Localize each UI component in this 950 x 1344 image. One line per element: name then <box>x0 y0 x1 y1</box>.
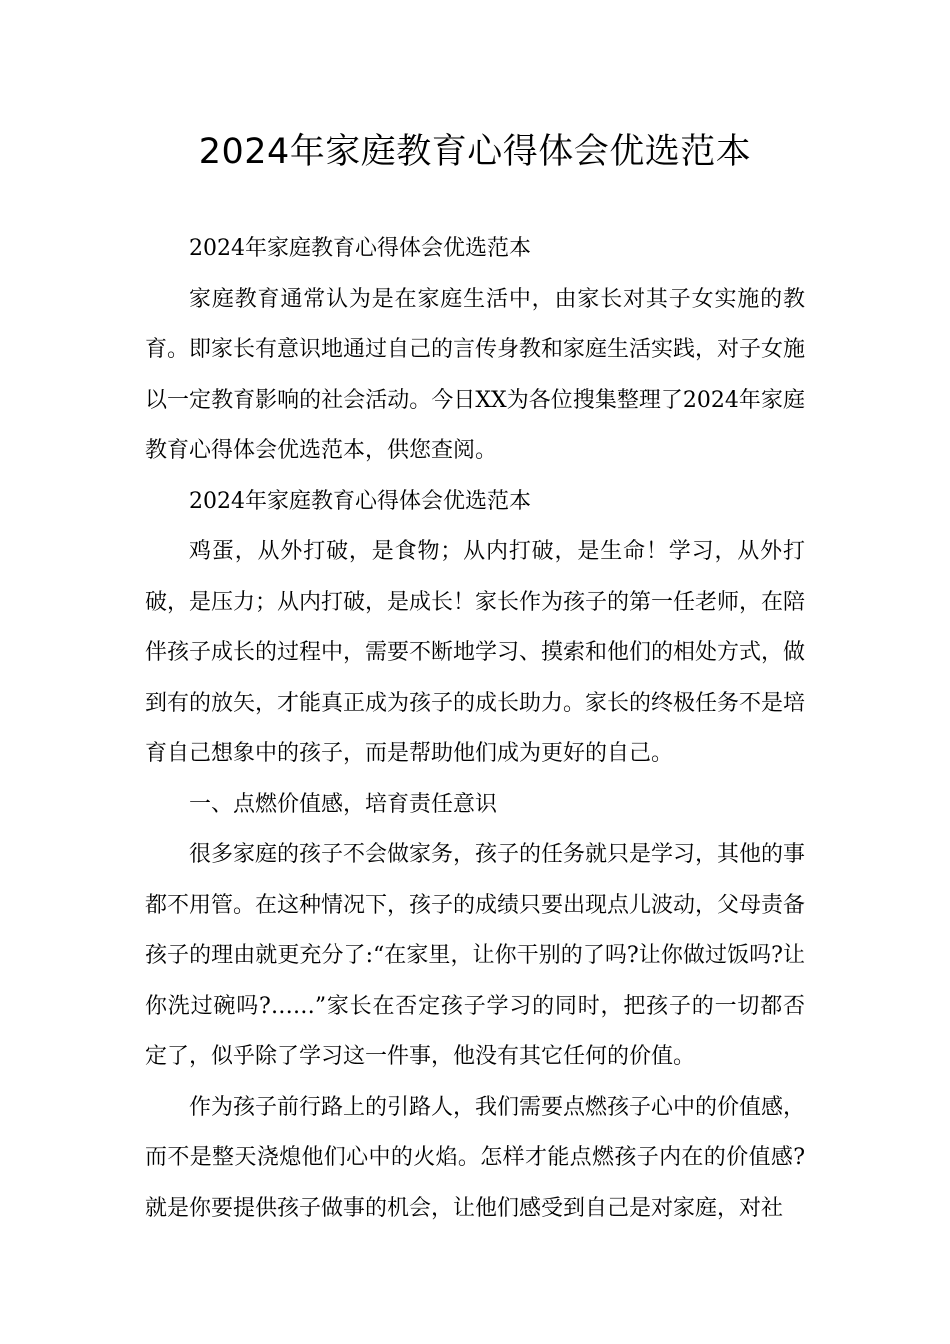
paragraph-housework: 很多家庭的孩子不会做家务，孩子的任务就只是学习，其他的事都不用管。在这种情况下，孩子的成绩只要出现点儿波动，父母责备孩子的理由就更充分了:“在家里，让你干别的了吗?让你做过饭吗?让你洗过碗吗?……”家长在否定孩子学习的同时，把孩子的一切都否定了，似乎除了学习这一件事，他没有其它任何的价值。 <box>145 842 806 1069</box>
paragraph-subtitle: 2024年家庭教育心得体会优选范本 <box>189 236 531 261</box>
document-body <box>145 224 805 1234</box>
paragraph-guide: 作为孩子前行路上的引路人，我们需要点燃孩子心中的价值感，而不是整天浇熄他们心中的火焰。怎样才能点燃孩子内在的价值感?就是你要提供孩子做事的机会，让他们感受到自己是对家庭，对社 <box>145 1094 806 1221</box>
paragraph-heading-1: 一、点燃价值感，培育责任意识 <box>189 791 498 817</box>
document-title: 2024年家庭教育心得体会优选范本 <box>198 132 752 172</box>
paragraph-intro: 家庭教育通常认为是在家庭生活中，由家长对其子女实施的教育。即家长有意识地通过自己的言传身教和家庭生活实践，对子女施以一定教育影响的社会活动。今日XX为各位搜集整理了2024年家庭教育心得体会优选范本，供您查阅。 <box>145 286 806 463</box>
paragraph-section-title: 2024年家庭教育心得体会优选范本 <box>189 488 531 514</box>
paragraph-egg-metaphor: 鸡蛋，从外打破，是食物；从内打破，是生命！学习，从外打破，是压力；从内打破，是成长！家长作为孩子的第一任老师，在陪伴孩子成长的过程中，需要不断地学习、摸索和他们的相处方式，做到有的放矢，才能真正成为孩子的成长助力。家长的终极任务不是培育自己想象中的孩子，而是帮助他们成为更好的自己。 <box>145 539 806 766</box>
